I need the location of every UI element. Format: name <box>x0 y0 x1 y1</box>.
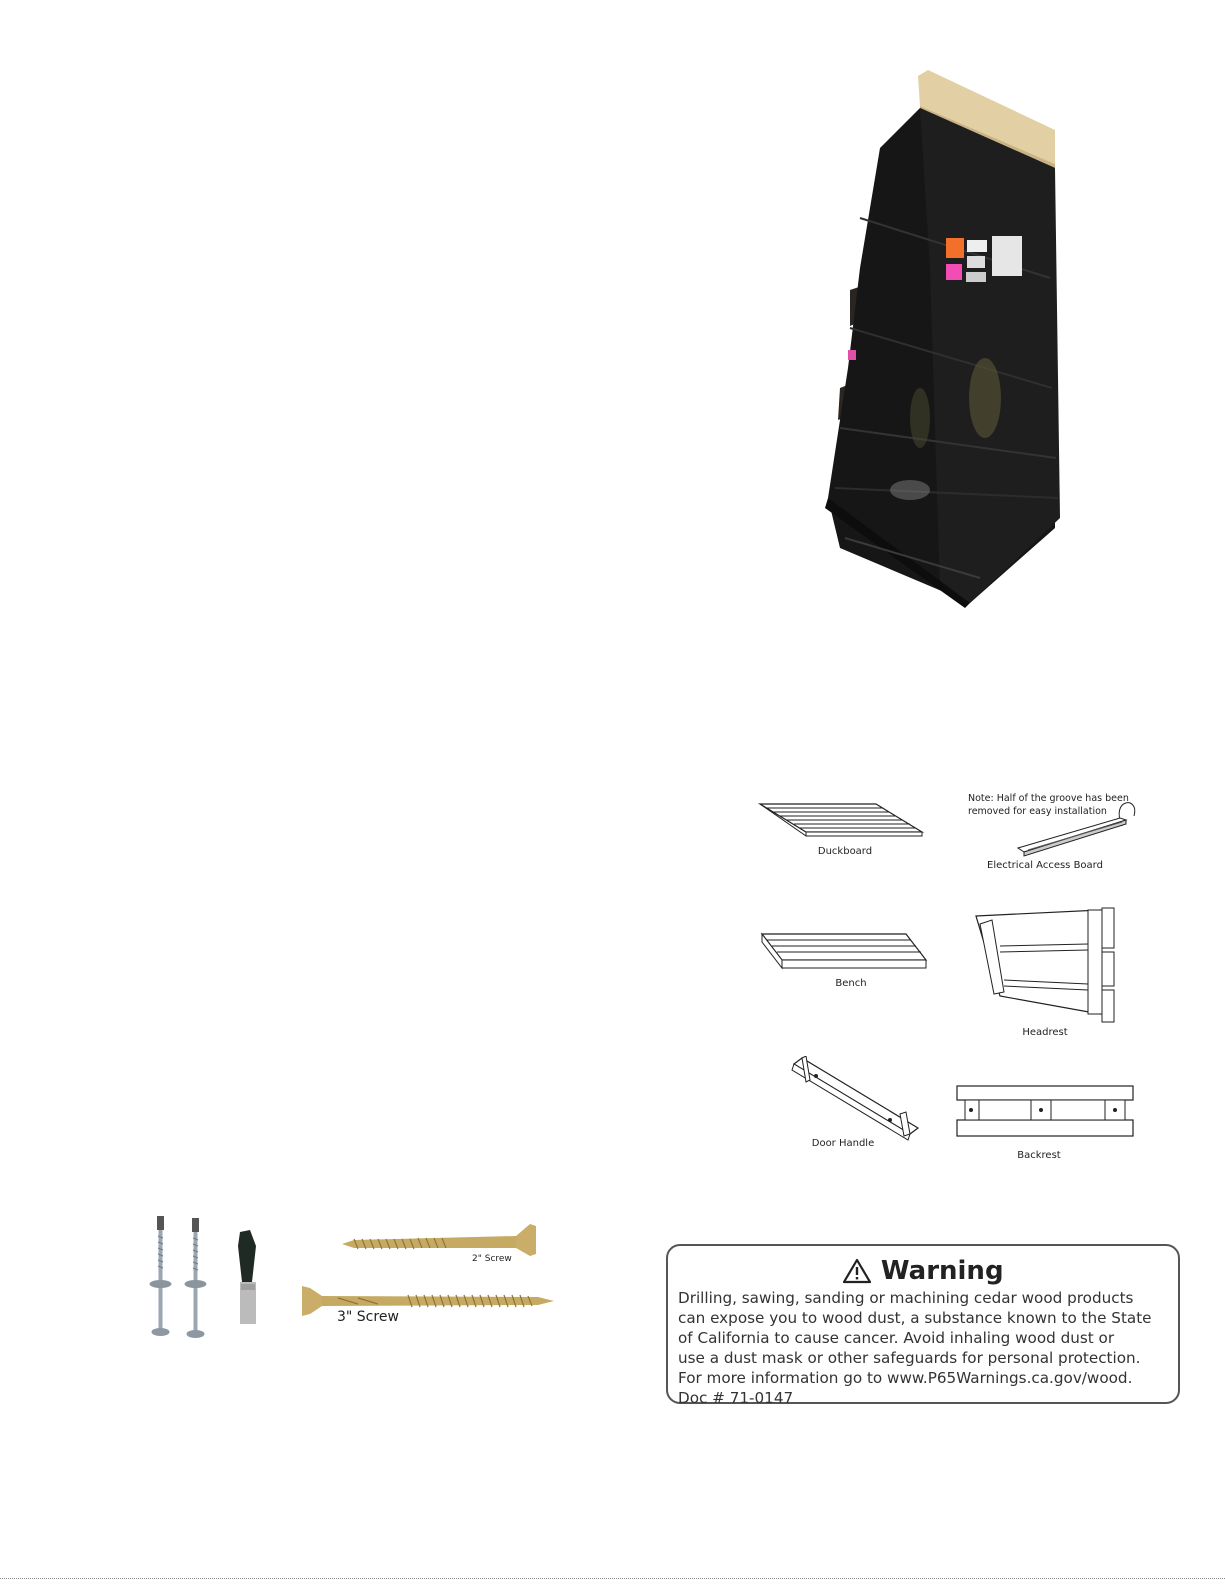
screw-3in-label: 3" Screw <box>337 1309 399 1325</box>
headrest-illustration <box>970 906 1120 1026</box>
electrical-access-board-illustration <box>1010 798 1140 858</box>
warning-body: Drilling, sawing, sanding or machining cedar wood products can expose you to wood dust, a substance known to the State of California to cause cancer. Avoid inhaling wood dust or use a dust mask or other safeguards for personal protection. For more information go to www.P65Warnings.ca.gov/wood. Doc # 71-0147 <box>678 1289 1152 1407</box>
electrical-note-line1: Note: Half of the groove has been <box>968 793 1129 804</box>
door-handle-illustration <box>790 1056 925 1141</box>
backrest-illustration <box>955 1084 1135 1140</box>
door-handle-label: Door Handle <box>811 1138 875 1149</box>
carriage-bolts-photo <box>140 1212 270 1346</box>
wrapped-pallet-photo <box>820 68 1070 608</box>
warning-title: Warning <box>880 1256 1004 1286</box>
backrest-label: Backrest <box>1017 1150 1061 1161</box>
bench-label: Bench <box>835 978 867 989</box>
duckboard-label: Duckboard <box>817 846 873 857</box>
warning-title-row <box>678 1254 1168 1288</box>
warning-triangle-icon <box>842 1258 872 1284</box>
screw-2in-photo <box>340 1222 540 1256</box>
electrical-note-line2: removed for easy installation <box>968 806 1107 817</box>
page-bottom-divider <box>0 1578 1225 1579</box>
prop65-warning-box <box>666 1244 1180 1407</box>
duckboard-illustration <box>756 800 926 842</box>
bench-illustration <box>760 930 930 974</box>
headrest-label: Headrest <box>1022 1027 1068 1038</box>
screw-2in-label: 2" Screw <box>472 1254 512 1264</box>
electrical-access-board-label: Electrical Access Board <box>987 860 1103 871</box>
